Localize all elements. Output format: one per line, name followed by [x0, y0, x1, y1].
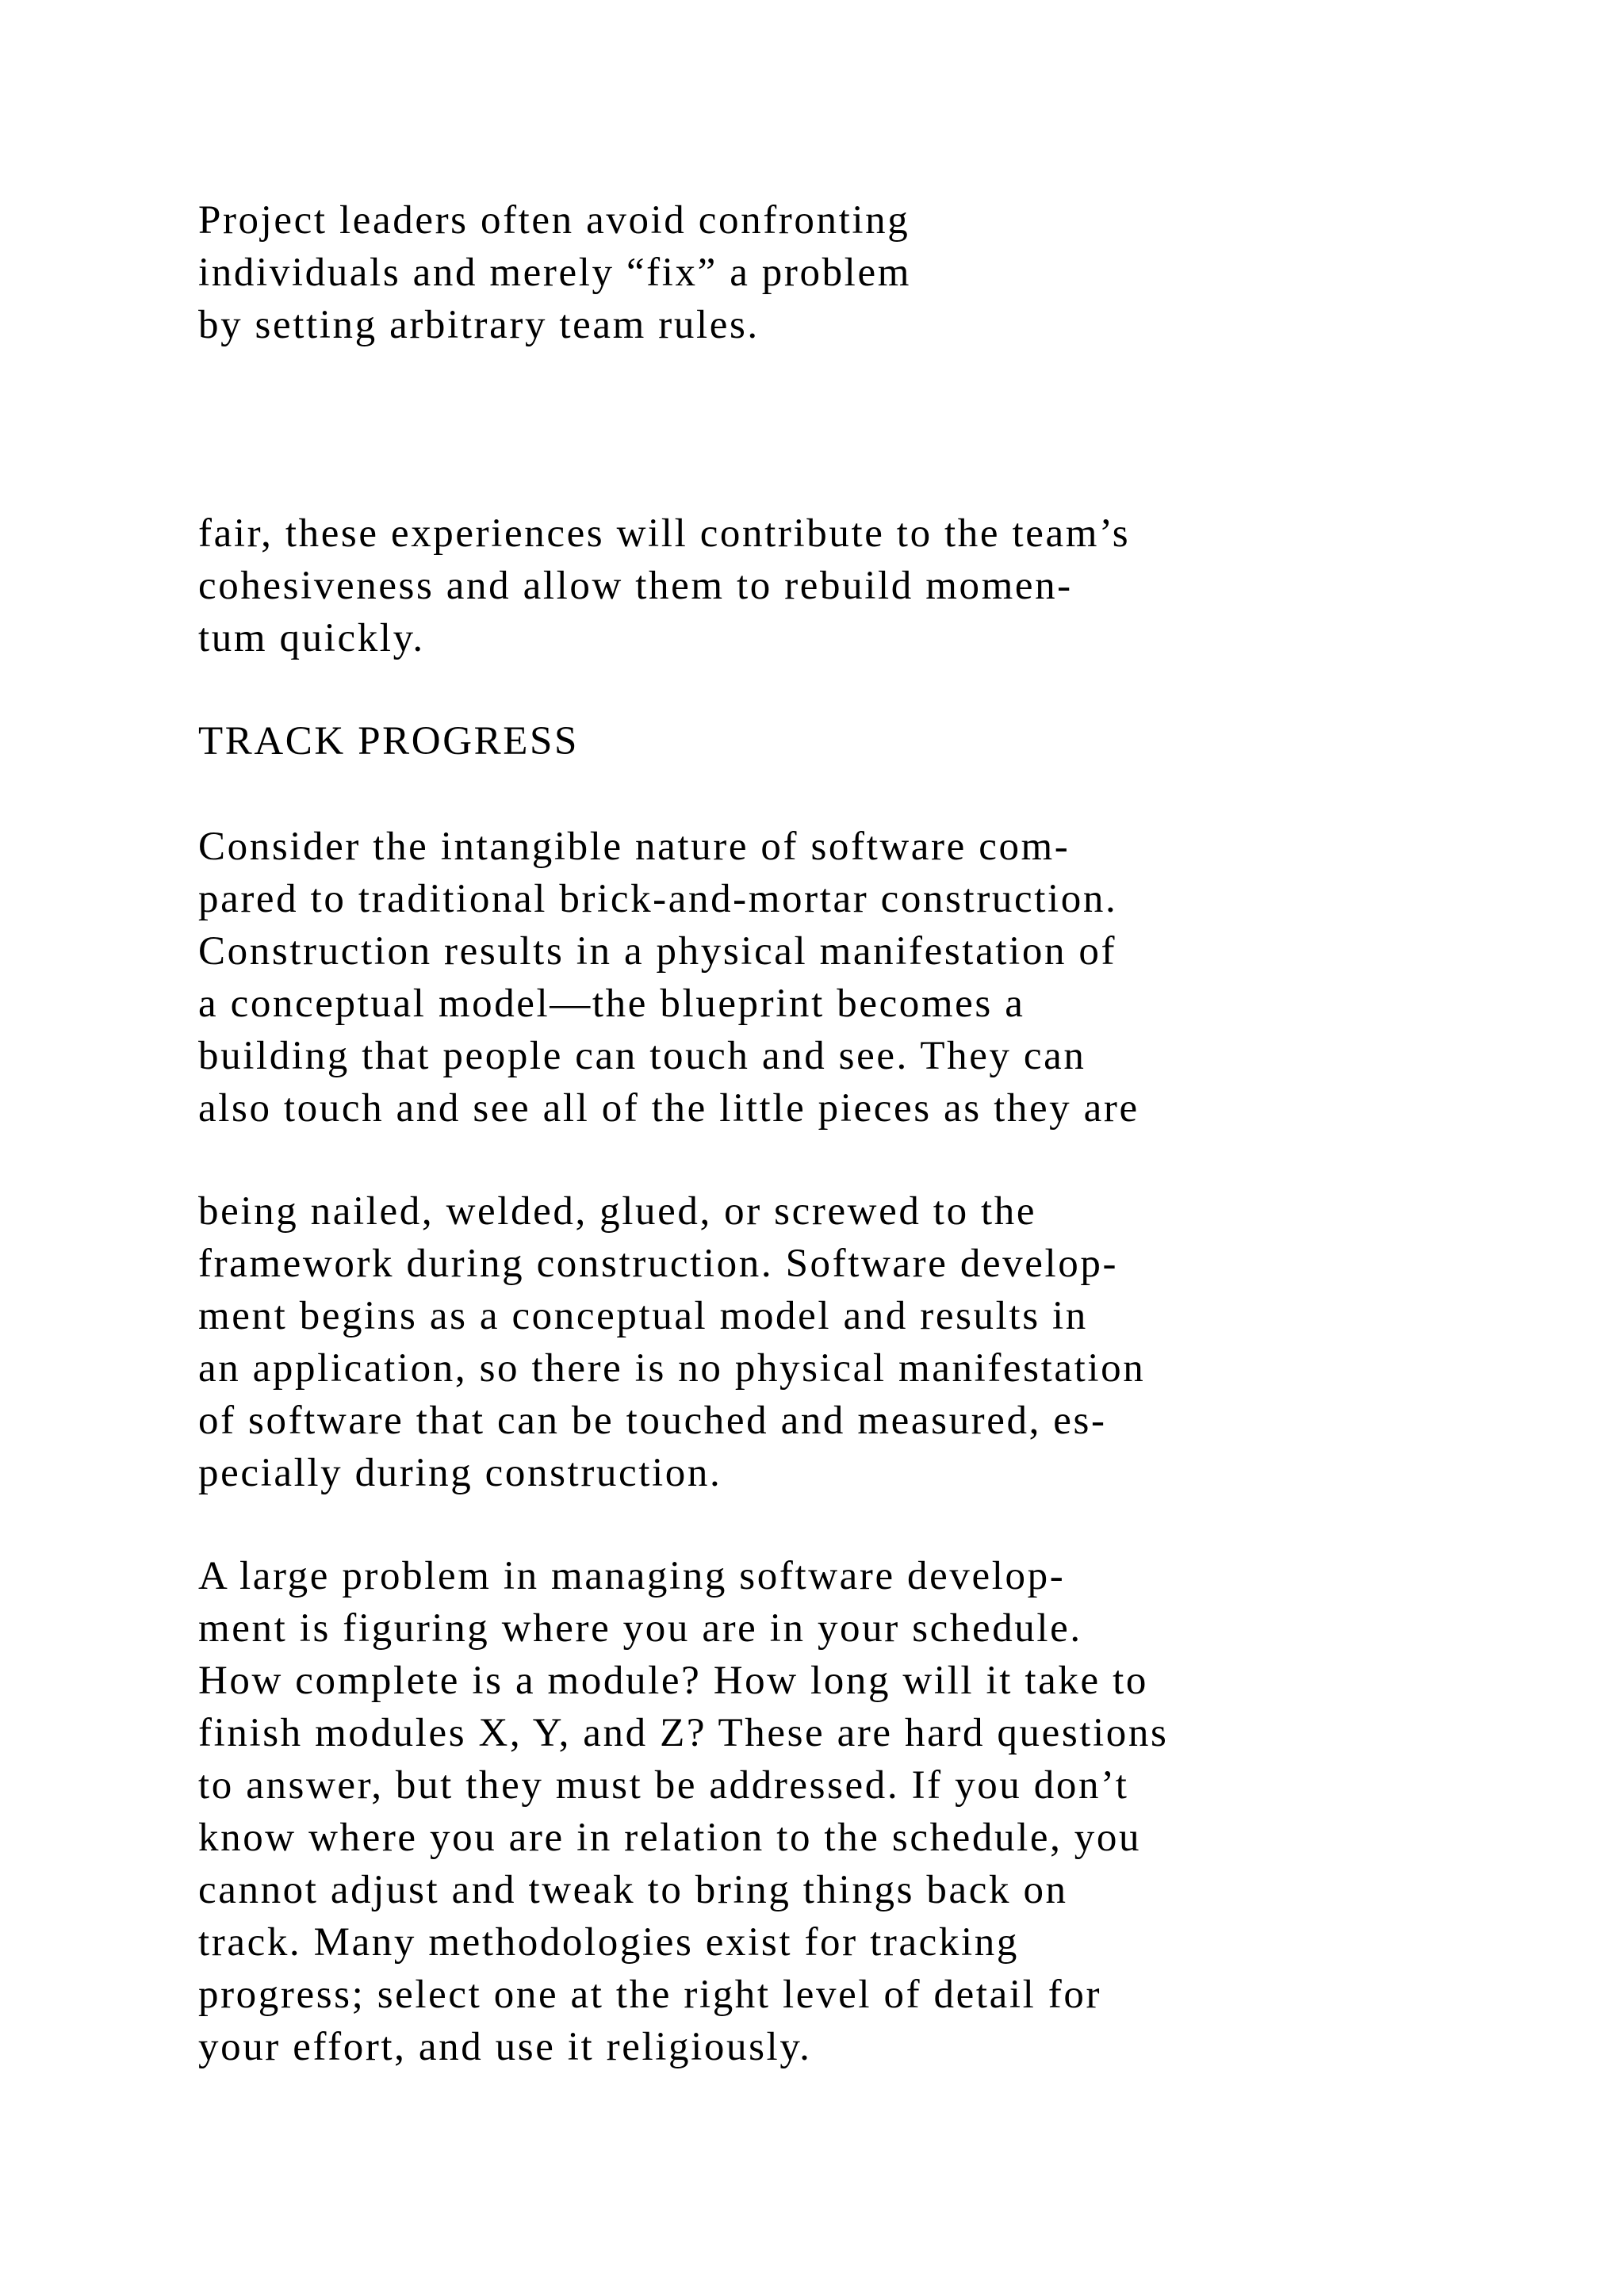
paragraph-line: ment begins as a conceptual model and results in [198, 1294, 1088, 1338]
paragraph-line: of software that can be touched and measured, es- [198, 1399, 1107, 1443]
paragraph-line: building that people can touch and see. They can [198, 1034, 1086, 1078]
paragraph-line: A large problem in managing software develop- [198, 1554, 1066, 1598]
pull-quote-line: Project leaders often avoid confronting [198, 198, 910, 243]
paragraph-line: finish modules X, Y, and Z? These are hard questions [198, 1711, 1169, 1755]
paragraph-line: an application, so there is no physical manifestation [198, 1346, 1146, 1391]
section-heading-text: TRACK PROGRESS [198, 719, 579, 763]
paragraph-line: a conceptual model—the blueprint becomes a [198, 982, 1025, 1026]
pull-quote-line: individuals and merely “fix” a problem [198, 251, 911, 295]
pull-quote-line: by setting arbitrary team rules. [198, 303, 760, 347]
paragraph-line: pecially during construction. [198, 1451, 722, 1495]
paragraph-line: Construction results in a physical manifestation of [198, 929, 1117, 974]
paragraph-line: fair, these experiences will contribute to the team’s [198, 511, 1131, 556]
paragraph-line: track. Many methodologies exist for tracking [198, 1920, 1019, 1965]
paragraph-line: Consider the intangible nature of software com- [198, 825, 1071, 869]
paragraph-line: to answer, but they must be addressed. If you don’t [198, 1763, 1129, 1808]
paragraph-line: How complete is a module? How long will it take to [198, 1659, 1148, 1703]
paragraph-line: ment is figuring where you are in your schedule. [198, 1606, 1082, 1651]
paragraph-line: tum quickly. [198, 616, 425, 660]
paragraph-line: know where you are in relation to the schedule, you [198, 1816, 1142, 1860]
paragraph-line: also touch and see all of the little pieces as they are [198, 1086, 1139, 1131]
paragraph-large-problem [198, 1550, 1546, 2073]
paragraph-fair [198, 507, 1546, 664]
section-heading [198, 715, 1546, 767]
paragraph-line: cannot adjust and tweak to bring things back on [198, 1868, 1068, 1912]
pull-quote [198, 194, 1546, 351]
paragraph-line: framework during construction. Software develop- [198, 1242, 1119, 1286]
paragraph-line: pared to traditional brick-and-mortar construction. [198, 877, 1118, 921]
paragraph-consider [198, 821, 1546, 1135]
paragraph-line: progress; select one at the right level of detail for [198, 1973, 1102, 2017]
paragraph-line: your effort, and use it religiously. [198, 2025, 812, 2069]
paragraph-being [198, 1185, 1546, 1499]
paragraph-line: being nailed, welded, glued, or screwed to the [198, 1189, 1037, 1234]
paragraph-line: cohesiveness and allow them to rebuild momen- [198, 564, 1073, 608]
